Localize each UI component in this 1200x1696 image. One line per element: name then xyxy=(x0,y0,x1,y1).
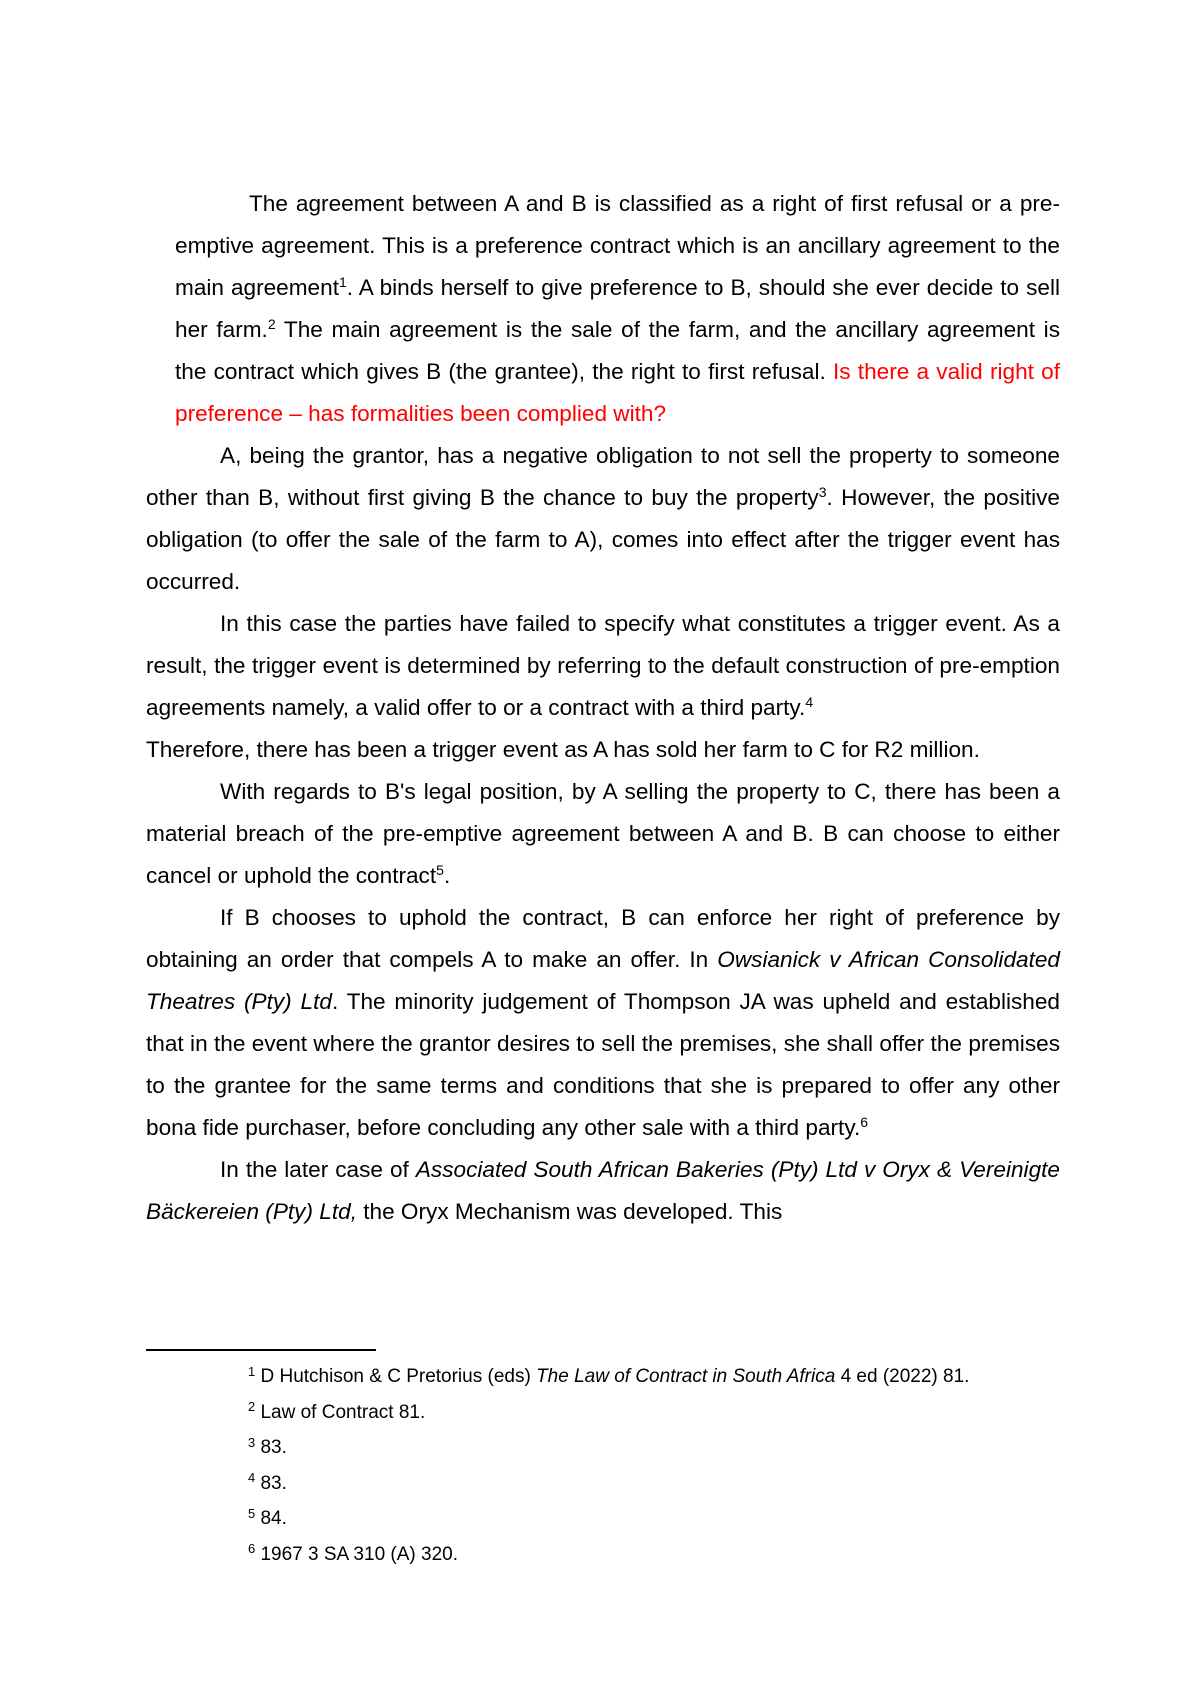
footnote-ref-5[interactable]: 5 xyxy=(436,862,444,879)
paragraph-1-text-3: The main agreement is the sale of the farm, and the ancillary agreement is the contract which gives B (the grantee), the right to first refusal. xyxy=(175,317,1060,384)
footnote-ref-2[interactable]: 2 xyxy=(267,316,276,333)
paragraph-5-text-2: . The minority judgement of Thompson JA was upheld and established that in the event where the grantor desires to sell the premises, she shall offer the premises to the grantee for the same terms and conditions that she is prepared to offer any other bona fide purchaser, before concluding any other sale with a third party. xyxy=(146,989,1060,1140)
footnote-3 xyxy=(248,1430,1060,1466)
footnote-text: D Hutchison & C Pretorius (eds) xyxy=(260,1366,537,1387)
footnote-1 xyxy=(248,1359,1060,1395)
footnote-book-title: The Law of Contract in South Africa xyxy=(536,1366,836,1387)
paragraph-3-text: In this case the parties have failed to specify what constitutes a trigger event. As a result, the trigger event is determined by referring to the default construction of pre-emption agreements namely, a valid offer to or a contract with a third party. xyxy=(146,611,1060,720)
paragraph-6 xyxy=(146,1149,1060,1233)
footnote-separator xyxy=(146,1349,376,1351)
paragraph-3-text-2: Therefore, there has been a trigger event as A has sold her farm to C for R2 million. xyxy=(146,737,980,762)
footnote-number: 5 xyxy=(248,1505,256,1521)
footnote-text: 4 ed (2022) 81. xyxy=(835,1366,970,1387)
paragraph-2-text-2: . However, the positive obligation (to offer the sale of the farm to A), comes into effect after the trigger event has occurred. xyxy=(146,485,1061,594)
paragraph-2-text: A, being the grantor, has a negative obligation to not sell the property to someone other than B, without first giving B the chance to buy the property xyxy=(146,443,1060,510)
footnote-text: 83. xyxy=(260,1472,287,1494)
footnote-number: 4 xyxy=(248,1470,256,1486)
body-text xyxy=(146,183,1060,1233)
paragraph-1-text-2: . A binds herself to give preference to B, should she ever decide to sell her farm. xyxy=(175,275,1061,342)
paragraph-5-text: If B chooses to uphold the contract, B can enforce her right of preference by obtaining an order that compels A to make an offer. In xyxy=(146,905,1060,972)
footnote-4 xyxy=(248,1466,1060,1502)
footnote-ref-1[interactable]: 1 xyxy=(338,274,347,291)
paragraph-4-text: With regards to B's legal position, by A selling the property to C, there has been a material breach of the pre-emptive agreement between A and B. B can choose to either cancel or uphold the contract xyxy=(146,779,1060,888)
case-citation-owsianick: Owsianick v African Consolidated Theatres (Pty) Ltd xyxy=(146,947,1060,1014)
footnote-number: 1 xyxy=(248,1363,256,1379)
paragraph-5 xyxy=(146,897,1060,1149)
paragraph-4-text-2: . xyxy=(443,863,451,888)
paragraph-4 xyxy=(146,771,1060,897)
footnotes xyxy=(248,1359,1060,1572)
footnote-ref-6[interactable]: 6 xyxy=(860,1114,869,1131)
footnote-number: 6 xyxy=(248,1541,256,1557)
footnote-text: 84. xyxy=(260,1508,287,1529)
case-citation-oryx: Associated South African Bakeries (Pty) Ltd v Oryx & Vereinigte Bäckereien (Pty) Ltd, xyxy=(146,1157,1060,1224)
paragraph-1-text: The agreement between A and B is classified as a right of first refusal or a pre-emptive agreement. This is a preference contract which is an ancillary agreement to the main agreement xyxy=(175,191,1060,300)
footnote-ref-3[interactable]: 3 xyxy=(818,484,827,501)
footnote-number: 2 xyxy=(248,1399,256,1415)
paragraph-3 xyxy=(146,603,1060,771)
footnote-number: 3 xyxy=(248,1434,256,1450)
footnote-text: Law of Contract 81. xyxy=(260,1401,426,1423)
footnote-text: 83. xyxy=(260,1437,287,1458)
footnote-text: 1967 3 SA 310 (A) 320. xyxy=(260,1543,459,1565)
paragraph-1 xyxy=(146,183,1060,435)
footnote-5 xyxy=(248,1501,1060,1537)
paragraph-6-text-2: the Oryx Mechanism was developed. This xyxy=(356,1199,783,1224)
paragraph-6-text: In the later case of xyxy=(220,1157,416,1182)
footnote-2 xyxy=(248,1395,1060,1431)
footnote-6 xyxy=(248,1537,1060,1573)
highlighted-question: Is there a valid right of preference – has formalities been complied with? xyxy=(175,359,1060,426)
footnote-ref-4[interactable]: 4 xyxy=(805,694,814,711)
paragraph-2 xyxy=(146,435,1060,603)
